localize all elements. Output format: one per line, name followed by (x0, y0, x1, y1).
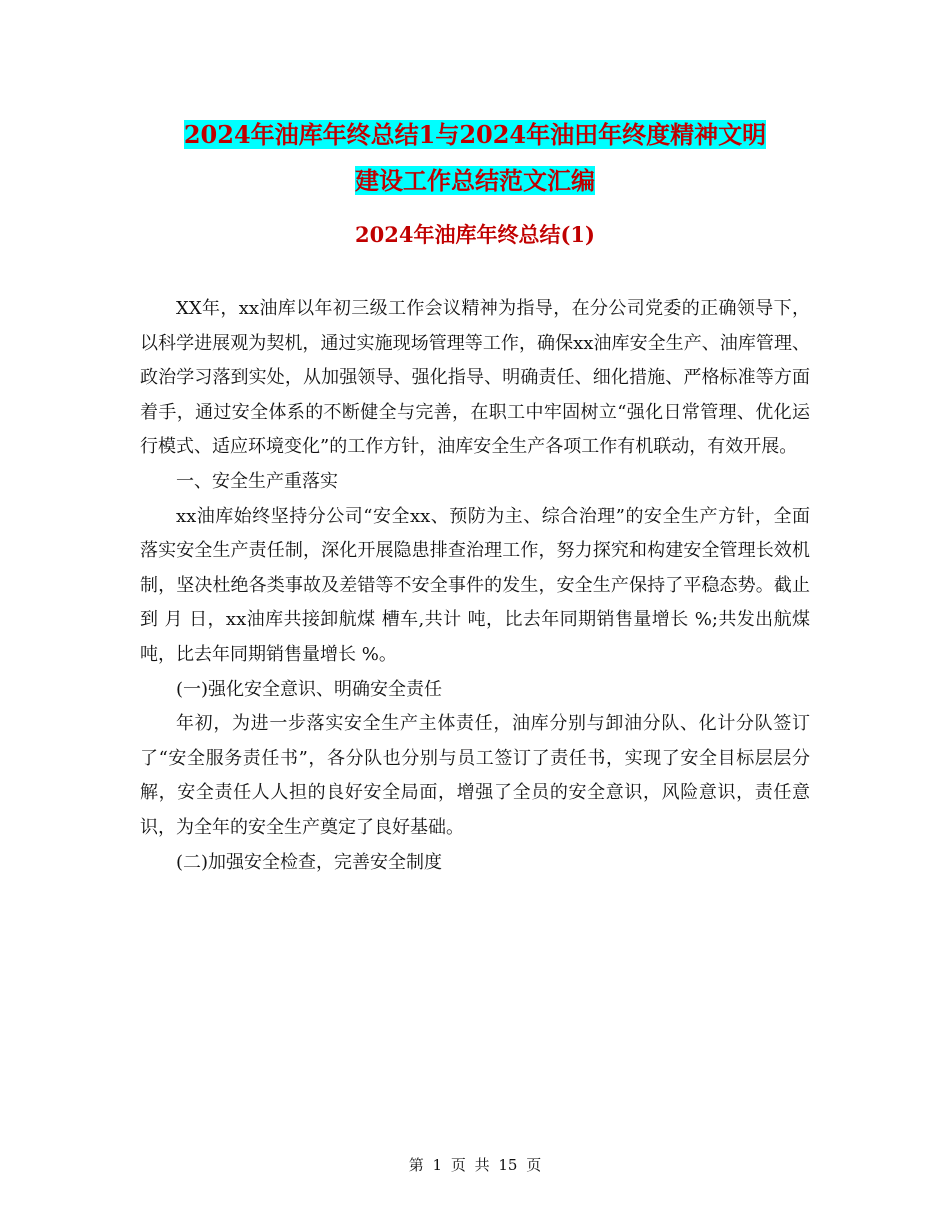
document-title (140, 112, 810, 204)
heading-safety-inspection: (二)加强安全检查，完善安全制度 (176, 851, 443, 873)
paragraph-safety-production: xx油库始终坚持分公司“安全xx、预防为主、综合治理”的安全生产方针，全面落实安全生产责任制，深化开展隐患排查治理工作，努力探究和构建安全管理长效机制，坚决杜绝各类事故及差错等不安全事件的发生，安全生产保持了平稳态势。截止到 月 日，xx油库共接卸航煤 槽车,共计 吨，比去年同期销售量增长 %;共发出航煤吨，比去年同期销售量增长 %。 (140, 505, 810, 665)
section-title: 2024年油库年终总结(1) (355, 222, 595, 247)
document-body (140, 292, 810, 880)
paragraph-safety-awareness: 年初，为进一步落实安全生产主体责任，油库分别与卸油分队、化计分队签订了“安全服务责任书”，各分队也分别与员工签订了责任书，实现了安全目标层层分解，安全责任人人担的良好安全局面，增强了全员的安全意识，风险意识，责任意识，为全年的安全生产奠定了良好基础。 (140, 713, 810, 838)
title-line-2: 建设工作总结范文汇编 (355, 166, 595, 195)
heading-safety-awareness: (一)强化安全意识、明确安全责任 (176, 678, 443, 700)
title-line-1: 2024年油库年终总结1与2024年油田年终度精神文明 (183, 120, 767, 149)
paragraph-intro: XX年，xx油库以年初三级工作会议精神为指导，在分公司党委的正确领导下，以科学进展观为契机，通过实施现场管理等工作，确保xx油库安全生产、油库管理、政治学习落到实处，从加强领导、强化指导、明确责任、细化措施、严格标准等方面着手，通过安全体系的不断健全与完善，在职工中牢固树立“强化日常管理、优化运行模式、适应环境变化”的工作方针，油库安全生产各项工作有机联动，有效开展。 (140, 298, 810, 458)
heading-safety-production: 一、安全生产重落实 (176, 470, 338, 492)
page-footer: 第 1 页 共 15 页 (408, 1156, 542, 1174)
